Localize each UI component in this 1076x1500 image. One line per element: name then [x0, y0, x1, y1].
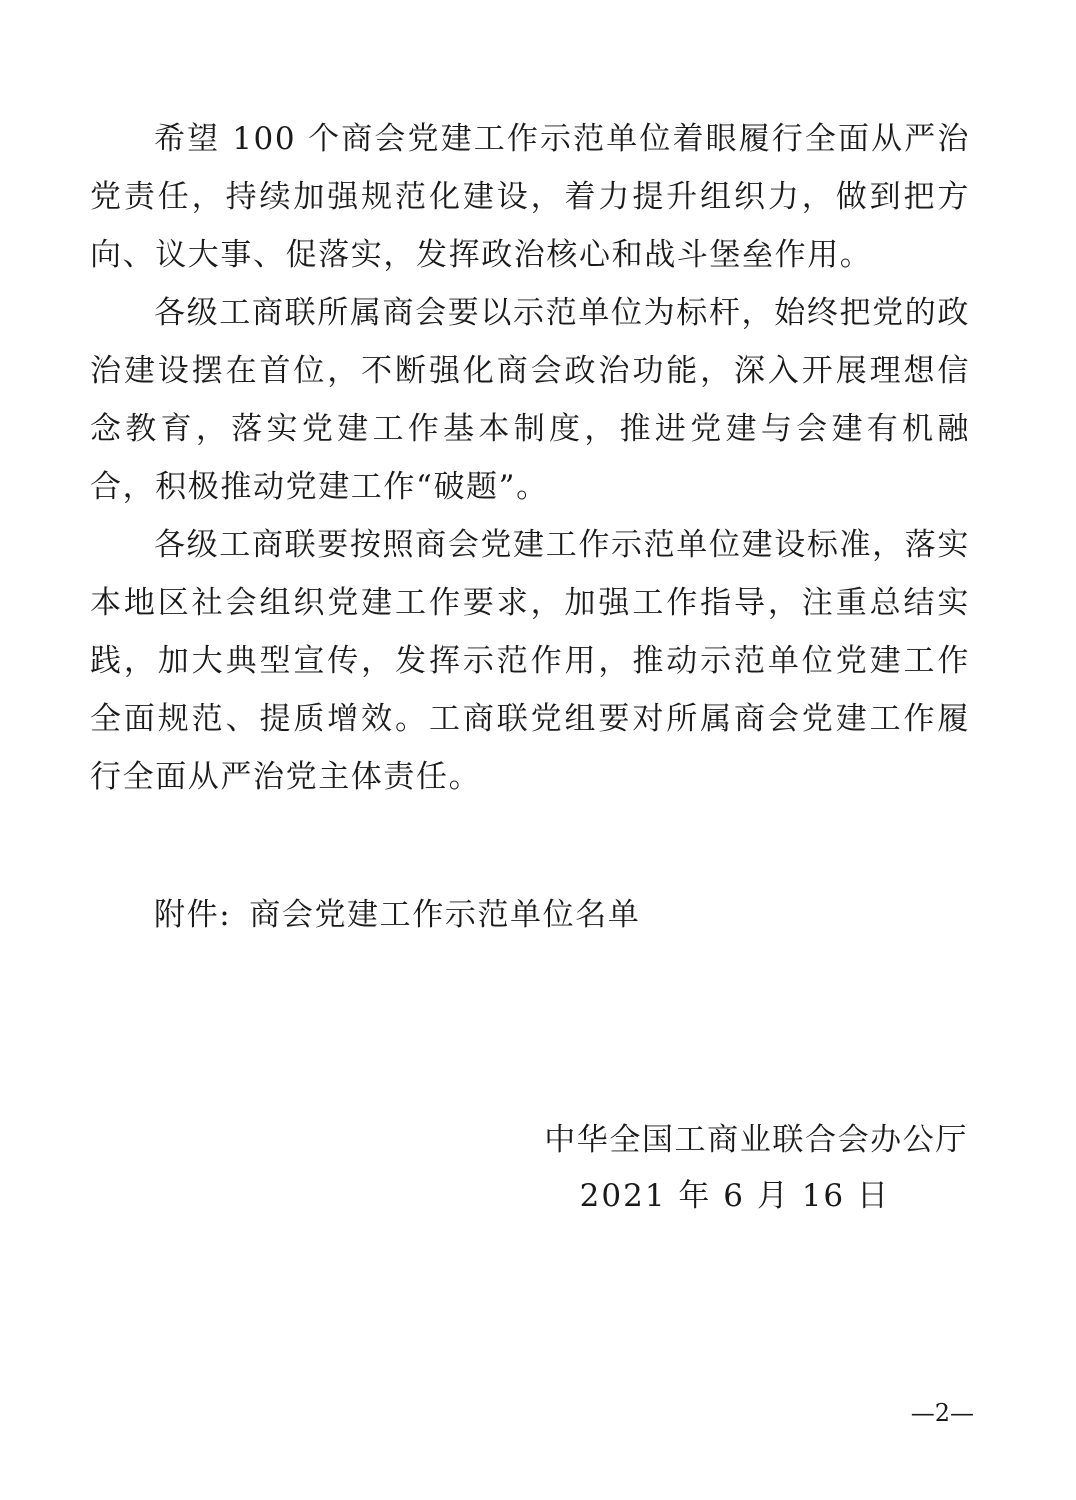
document-body — [90, 110, 970, 806]
attachment-line — [154, 886, 640, 944]
attachment-label: 附件: — [154, 897, 232, 933]
issuing-organization: 中华全国工商业联合会办公厅 — [544, 1122, 968, 1158]
issue-date: 2021 年 6 月 16 日 — [579, 1178, 890, 1214]
paragraph-1: 希望 100 个商会党建工作示范单位着眼履行全面从严治党责任，持续加强规范化建设，着力提升组织力，做到把方向、议大事、促落实，发挥政治核心和战斗堡垒作用。 — [90, 121, 970, 273]
paragraph-3: 各级工商联要按照商会党建工作示范单位建设标准，落实本地区社会组织党建工作要求，加强工作指导，注重总结实践，加大典型宣传，发挥示范作用，推动示范单位党建工作全面规范、提质增效。工商联党组要对所属商会党建工作履行全面从严治党主体责任。 — [90, 527, 970, 795]
page-number: —2— — [910, 1399, 974, 1427]
attachment-title: 商会党建工作示范单位名单 — [249, 897, 641, 933]
paragraph-2: 各级工商联所属商会要以示范单位为标杆，始终把党的政治建设摆在首位，不断强化商会政治功能，深入开展理想信念教育，落实党建工作基本制度，推进党建与会建有机融合，积极推动党建工作“破题”。 — [90, 295, 970, 505]
